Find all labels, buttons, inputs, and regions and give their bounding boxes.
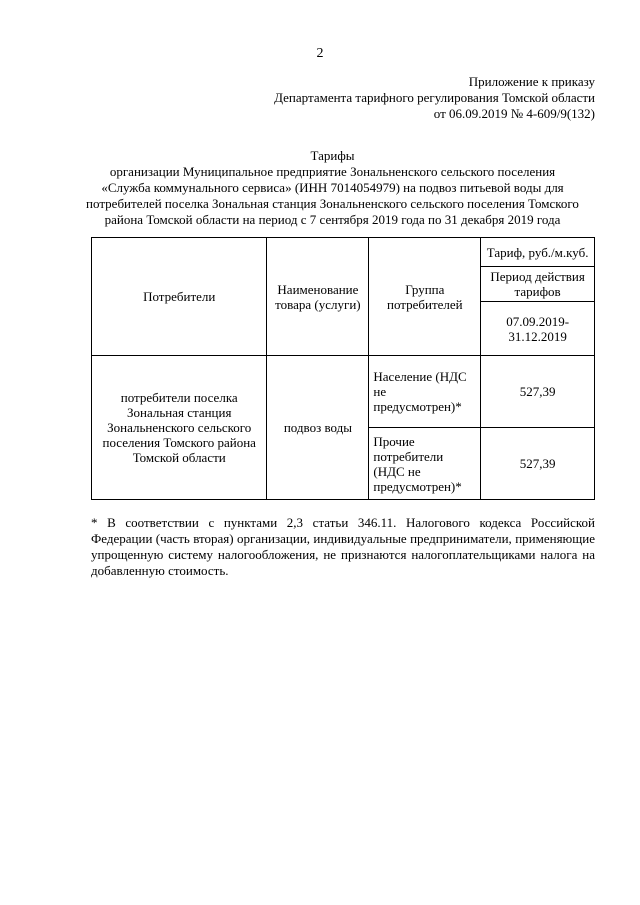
header-period-label: Период действия тарифов	[481, 267, 595, 302]
title-line-1: Тарифы	[310, 148, 355, 163]
title-line-2: организации Муниципальное предприятие Зональненского сельского поселения	[109, 164, 556, 179]
header-consumers: Потребители	[92, 238, 267, 356]
header-tariff: Тариф, руб./м.куб.	[481, 238, 595, 267]
consumers-cell: потребители поселка Зональная станция Зональненского сельского поселения Томского района Томской области	[92, 356, 267, 500]
appendix-line-1: Приложение к приказу	[468, 74, 595, 89]
header-period-value: 07.09.2019-31.12.2019	[481, 302, 595, 356]
appendix-line-3: от 06.09.2019 № 4-609/9(132)	[433, 106, 595, 121]
page-number: 2	[316, 46, 324, 61]
tariff-table	[91, 237, 595, 500]
appendix-header	[274, 74, 595, 122]
header-product: Наименование товара (услуги)	[267, 238, 369, 356]
title-line-4: потребителей поселка Зональная станция Зональненского сельского поселения Томского	[86, 196, 579, 211]
group-cell-population: Население (НДС не предусмотрен)*	[369, 356, 481, 428]
table-row	[92, 356, 595, 428]
document-title	[80, 148, 585, 228]
tariff-value-population: 527,39	[481, 356, 595, 428]
table-header-row	[92, 238, 595, 267]
tariff-value-other: 527,39	[481, 428, 595, 500]
title-line-5: района Томской области на период с 7 сентября 2019 года по 31 декабря 2019 года	[104, 212, 561, 227]
footnote: * В соответствии с пунктами 2,3 статьи 346.11. Налогового кодекса Российской Федерации (часть вторая) организации, индивидуальные предприниматели, применяющие упрощенную систему налогообложения, не признаются налогоплательщиками налога на добавленную стоимость.	[91, 515, 595, 578]
title-line-3: «Служба коммунального сервиса» (ИНН 7014054979) на подвоз питьевой воды для	[101, 180, 564, 195]
group-cell-other: Прочие потребители (НДС не предусмотрен)*	[369, 428, 481, 500]
appendix-line-2: Департамента тарифного регулирования Томской области	[274, 90, 595, 105]
header-group: Группа потребителей	[369, 238, 481, 356]
product-cell: подвоз воды	[267, 356, 369, 500]
